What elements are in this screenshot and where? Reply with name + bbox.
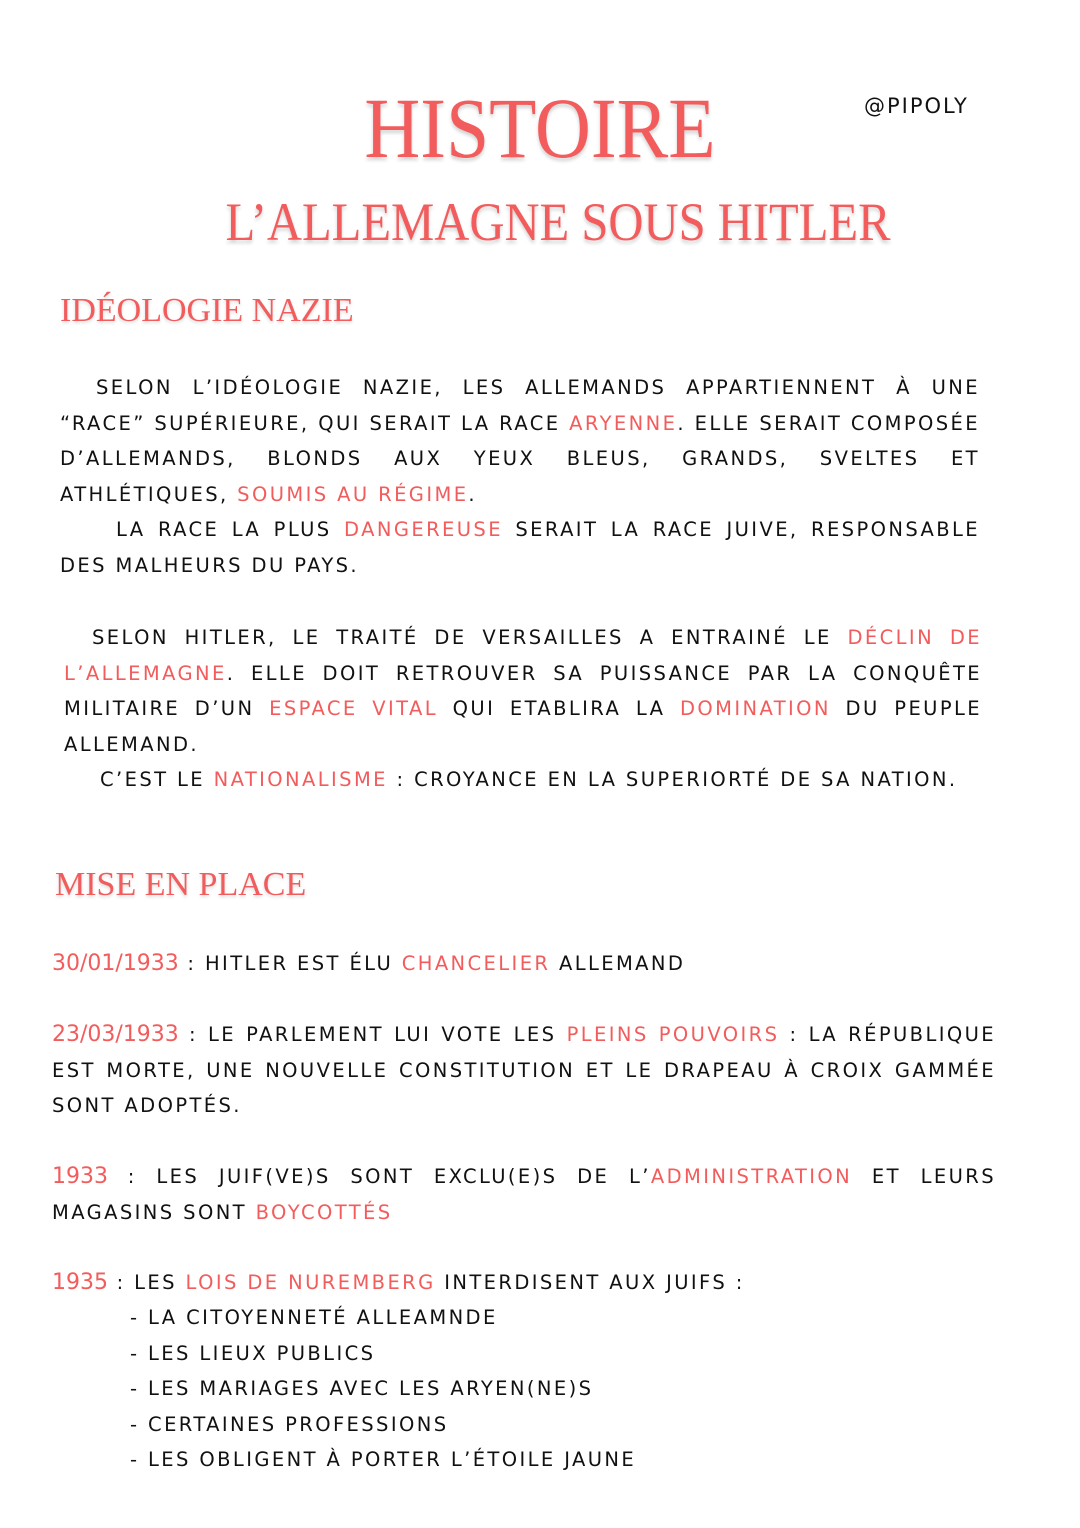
paragraph (60, 512, 980, 583)
timeline-event (52, 1017, 996, 1124)
highlighted-term: ARYENNE (569, 411, 678, 435)
text-segment: : LE PARLEMENT LUI VOTE LES (178, 1023, 567, 1046)
list-item: - LES OBLIGENT À PORTER L’ÉTOILE JAUNE (130, 1442, 996, 1478)
text-segment: QUI ETABLIRA LA (438, 697, 680, 720)
highlighted-term: DÉCLIN DE L’ALLEMAGNE (64, 626, 982, 685)
author-handle: @PIPOLY (864, 94, 969, 118)
list-item: - CERTAINES PROFESSIONS (130, 1407, 996, 1443)
highlighted-term: LOIS DE NUREMBERG (185, 1271, 436, 1294)
text-segment: . ELLE DOIT RETROUVER SA PUISSANCE PAR LA CONQUÊTE MILITAIRE D’UN (64, 661, 982, 720)
text-segment: : LES (108, 1271, 186, 1294)
page-title: HISTOIRE (364, 80, 716, 176)
highlighted-term: ADMINISTRATION (650, 1165, 853, 1188)
text-segment: SELON L’IDÉOLOGIE NAZIE, LES ALLEMANDS APPARTIENNENT À UNE “RACE” SUPÉRIEURE, QUI SERAIT LA RACE (60, 376, 980, 435)
text-segment: SELON HITLER, LE TRAITÉ DE VERSAILLES A ENTRAINÉ LE (92, 626, 848, 649)
section-heading-ideologie: IDÉOLOGIE NAZIE (60, 292, 354, 329)
text-segment: ET LEURS MAGASINS SONT (52, 1165, 996, 1224)
text-segment: : LA RÉPUBLIQUE EST MORTE, UNE NOUVELLE CONSTITUTION ET LE DRAPEAU À CROIX GAMMÉE SONT ADOPTÉS. (52, 1023, 997, 1117)
paragraph (64, 762, 982, 798)
timeline-event (52, 1265, 996, 1301)
timeline-event (52, 946, 996, 982)
text-segment: LA RACE LA PLUS (116, 518, 345, 541)
list-item: - LES MARIAGES AVEC LES ARYEN(NE)S (130, 1371, 996, 1407)
text-segment: SERAIT LA RACE JUIVE, RESPONSABLE DES MALHEURS DU PAYS. (60, 518, 980, 577)
event-date: 30/01/1933 (52, 951, 179, 976)
nuremberg-list-block (52, 1300, 996, 1478)
list-item: - LA CITOYENNETÉ ALLEAMNDE (130, 1300, 996, 1336)
highlighted-term: DOMINATION (679, 697, 831, 720)
text-segment: C’EST LE (100, 768, 214, 791)
list-item: - LES LIEUX PUBLICS (130, 1336, 996, 1372)
highlighted-term: NATIONALISME (213, 768, 388, 791)
text-segment: ALLEMAND (550, 952, 686, 975)
event-date: 1933 (52, 1164, 108, 1189)
text-segment: . ELLE SERAIT COMPOSÉE D’ALLEMANDS, BLONDS AUX YEUX BLEUS, GRANDS, SVELTES ET ATHLÉTIQUES, (60, 411, 980, 506)
ideology-block-2 (64, 620, 982, 798)
highlighted-term: ESPACE VITAL (269, 697, 438, 720)
highlighted-term: PLEINS POUVOIRS (566, 1023, 780, 1046)
text-segment: INTERDISENT AUX JUIFS : (435, 1271, 745, 1294)
highlighted-term: CHANCELIER (401, 952, 551, 975)
text-segment: . (468, 482, 478, 506)
text-segment: : HITLER EST ÉLU (178, 952, 402, 975)
timeline-event (52, 1159, 996, 1230)
text-segment: DU PEUPLE ALLEMAND. (64, 697, 982, 756)
event-date: 1935 (52, 1270, 108, 1295)
text-segment: : LES JUIF(VE)S SONT EXCLU(E)S DE L’ (108, 1165, 651, 1188)
paragraph (60, 370, 980, 512)
page-subtitle: L’ALLEMAGNE SOUS HITLER (225, 192, 891, 252)
nuremberg-list (52, 1300, 996, 1478)
section-heading-mise-en-place: MISE EN PLACE (55, 866, 307, 903)
text-segment: : CROYANCE EN LA SUPERIORTÉ DE SA NATION. (387, 768, 958, 791)
highlighted-term: DANGEREUSE (344, 518, 503, 541)
event-date: 23/03/1933 (52, 1022, 179, 1047)
paragraph (64, 620, 982, 762)
highlighted-term: SOUMIS AU RÉGIME (237, 482, 469, 506)
ideology-block-1 (60, 370, 980, 583)
highlighted-term: BOYCOTTÉS (255, 1200, 393, 1224)
